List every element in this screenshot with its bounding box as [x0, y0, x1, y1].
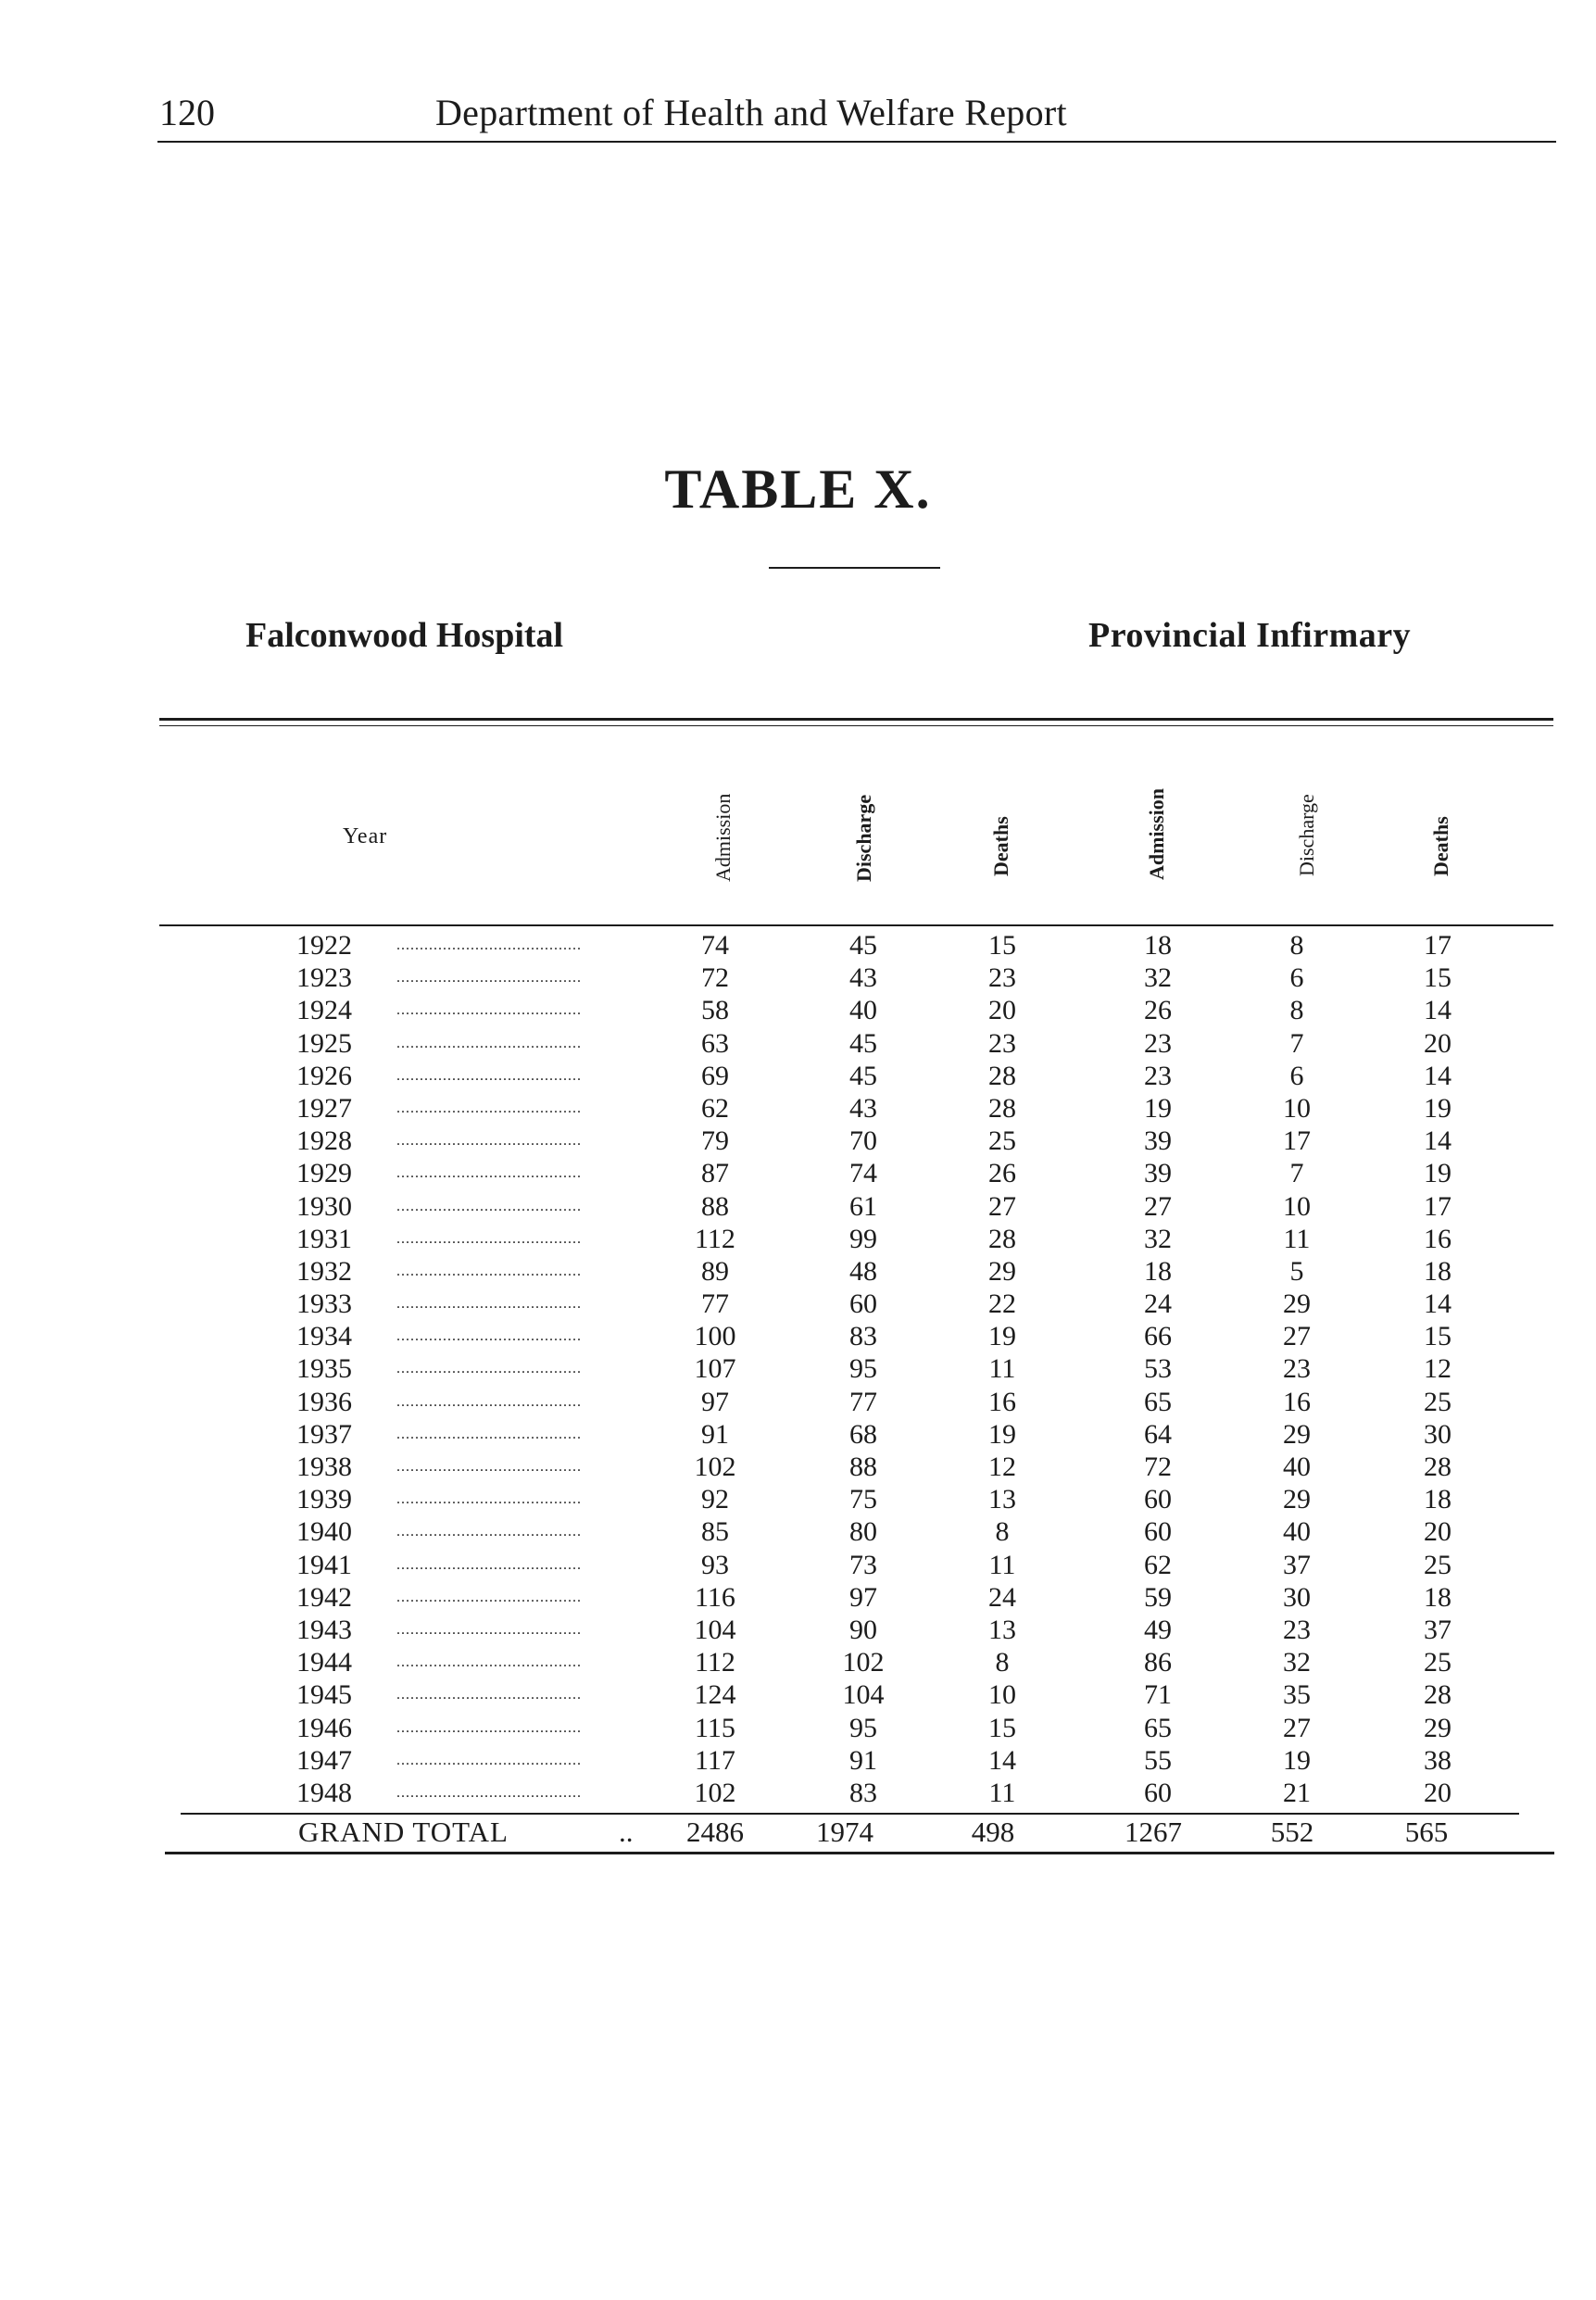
infirmary-discharge-cell: 7 [1289, 1027, 1304, 1059]
infirmary-deaths-cell: 14 [1424, 1060, 1451, 1091]
infirmary-admission-cell: 18 [1144, 930, 1172, 961]
infirmary-deaths-cell: 25 [1424, 1647, 1451, 1678]
infirmary-discharge-cell: 37 [1283, 1549, 1311, 1580]
infirmary-discharge-cell: 40 [1283, 1452, 1311, 1482]
leader-dots: ........................................ [396, 1752, 582, 1768]
hospital-discharge-cell: 95 [849, 1353, 877, 1385]
hospital-admission-cell: 85 [701, 1516, 729, 1548]
row-year: 1943 [296, 1614, 352, 1645]
infirmary-deaths-cell: 37 [1424, 1614, 1451, 1645]
hospital-discharge-cell: 83 [849, 1777, 877, 1808]
infirmary-admission-cell: 71 [1144, 1679, 1172, 1711]
infirmary-deaths-cell: 17 [1424, 930, 1451, 961]
infirmary-discharge-cell: 5 [1289, 1255, 1304, 1287]
hospital-deaths-cell: 28 [988, 1060, 1016, 1091]
grand-total-label: GRAND TOTAL [298, 1816, 509, 1848]
hospital-deaths-cell: 8 [995, 1516, 1010, 1548]
infirmary-discharge-cell: 6 [1289, 962, 1304, 994]
table-row [0, 1386, 1596, 1418]
infirmary-deaths-cell: 38 [1424, 1744, 1451, 1776]
row-year: 1922 [296, 930, 352, 961]
hospital-discharge-cell: 97 [849, 1581, 877, 1613]
leader-dots: ........................................ [396, 970, 582, 987]
row-year: 1926 [296, 1060, 352, 1091]
hospital-admission-cell: 92 [701, 1484, 729, 1515]
infirmary-admission-cell: 86 [1144, 1647, 1172, 1678]
hospital-deaths-cell: 28 [988, 1092, 1016, 1124]
infirmary-admission-cell: 39 [1144, 1125, 1172, 1157]
infirmary-admission-cell: 24 [1144, 1288, 1172, 1320]
hospital-deaths-cell: 19 [988, 1321, 1016, 1352]
hospital-deaths-cell: 11 [988, 1353, 1016, 1385]
table-row [0, 1157, 1596, 1189]
total-infirmary-discharge: 552 [1270, 1816, 1314, 1848]
table-body [0, 929, 1596, 1809]
infirmary-discharge-cell: 16 [1283, 1386, 1311, 1417]
infirmary-admission-cell: 60 [1144, 1516, 1172, 1548]
infirmary-discharge-cell: 17 [1283, 1125, 1311, 1157]
hospital-deaths-cell: 12 [988, 1452, 1016, 1482]
infirmary-admission-cell: 59 [1144, 1581, 1172, 1613]
row-year: 1933 [296, 1288, 352, 1320]
leader-dots: ........................................ [396, 1621, 582, 1638]
infirmary-admission-cell: 65 [1144, 1386, 1172, 1417]
infirmary-admission-header: Admission [1145, 787, 1168, 880]
table-row [0, 1223, 1596, 1255]
infirmary-deaths-cell: 28 [1424, 1452, 1451, 1482]
table-title: TABLE X. [664, 459, 932, 520]
hospital-deaths-cell: 16 [988, 1386, 1016, 1417]
leader-dots: ........................................ [396, 1165, 582, 1182]
infirmary-admission-cell: 53 [1144, 1353, 1172, 1385]
hospital-admission-cell: 91 [701, 1418, 729, 1450]
infirmary-deaths-cell: 17 [1424, 1190, 1451, 1222]
infirmary-deaths-cell: 20 [1424, 1516, 1451, 1548]
table-row [0, 1190, 1596, 1223]
infirmary-discharge-cell: 27 [1283, 1321, 1311, 1352]
leader-dots: ........................................ [396, 1328, 582, 1345]
row-year: 1928 [296, 1125, 352, 1157]
table-row [0, 1515, 1596, 1548]
hospital-admission-cell: 124 [694, 1679, 736, 1711]
leader-dots: ........................................ [396, 1524, 582, 1540]
infirmary-discharge-cell: 10 [1283, 1190, 1311, 1222]
hospital-discharge-cell: 104 [842, 1679, 885, 1711]
hospital-discharge-cell: 68 [849, 1418, 877, 1450]
table-row [0, 1027, 1596, 1060]
hospital-discharge-cell: 83 [849, 1321, 877, 1352]
hospital-discharge-cell: 45 [849, 1027, 877, 1059]
row-year: 1940 [296, 1516, 352, 1548]
hospital-discharge-cell: 77 [849, 1386, 877, 1417]
hospital-discharge-cell: 43 [849, 1092, 877, 1124]
hospital-deaths-cell: 23 [988, 962, 1016, 994]
infirmary-deaths-cell: 14 [1424, 995, 1451, 1026]
hospital-discharge-cell: 75 [849, 1484, 877, 1515]
infirmary-discharge-cell: 23 [1283, 1353, 1311, 1385]
row-year: 1934 [296, 1321, 352, 1352]
table-row [0, 1320, 1596, 1352]
hospital-discharge-cell: 74 [849, 1158, 877, 1189]
total-infirmary-admission: 1267 [1125, 1816, 1182, 1848]
hospital-admission-cell: 97 [701, 1386, 729, 1417]
leader-dots: ........................................ [396, 1654, 582, 1671]
infirmary-deaths-cell: 28 [1424, 1679, 1451, 1711]
leader-dots: ........................................ [396, 1556, 582, 1573]
page-number: 120 [159, 92, 215, 133]
hospital-admission-cell: 69 [701, 1060, 729, 1091]
row-year: 1929 [296, 1158, 352, 1189]
infirmary-deaths-cell: 20 [1424, 1027, 1451, 1059]
table-row [0, 1060, 1596, 1092]
infirmary-deaths-cell: 25 [1424, 1549, 1451, 1580]
infirmary-deaths-cell: 16 [1424, 1223, 1451, 1254]
table-top-rule-thin [159, 725, 1553, 726]
infirmary-discharge-cell: 29 [1283, 1288, 1311, 1320]
infirmary-deaths-cell: 25 [1424, 1386, 1451, 1417]
header-rule [157, 141, 1556, 143]
hospital-admission-cell: 74 [701, 930, 729, 961]
infirmary-discharge-cell: 30 [1283, 1581, 1311, 1613]
infirmary-discharge-cell: 29 [1283, 1484, 1311, 1515]
hospital-discharge-cell: 88 [849, 1452, 877, 1482]
infirmary-discharge-header: Discharge [1295, 794, 1318, 876]
infirmary-discharge-cell: 23 [1283, 1614, 1311, 1645]
hospital-discharge-cell: 102 [842, 1647, 885, 1678]
leader-dots: ........................................ [396, 1393, 582, 1410]
table-row [0, 1646, 1596, 1678]
row-year: 1938 [296, 1452, 352, 1482]
hospital-admission-cell: 117 [695, 1744, 735, 1776]
leader-dots: ........................................ [396, 1459, 582, 1475]
row-year: 1945 [296, 1679, 352, 1711]
hospital-admission-cell: 58 [701, 995, 729, 1026]
table-row [0, 929, 1596, 961]
row-year: 1936 [296, 1386, 352, 1417]
leader-dots: ........................................ [396, 1100, 582, 1116]
infirmary-deaths-cell: 12 [1424, 1353, 1451, 1385]
infirmary-admission-cell: 23 [1144, 1027, 1172, 1059]
hospital-admission-cell: 102 [694, 1452, 736, 1482]
hospital-deaths-cell: 14 [988, 1744, 1016, 1776]
infirmary-admission-cell: 55 [1144, 1744, 1172, 1776]
infirmary-deaths-cell: 20 [1424, 1777, 1451, 1808]
hospital-admission-cell: 79 [701, 1125, 729, 1157]
hospital-admission-cell: 112 [695, 1223, 735, 1254]
hospital-admission-cell: 107 [694, 1353, 736, 1385]
leader-dots: ........................................ [396, 1687, 582, 1703]
leader-dots: ........................................ [396, 1198, 582, 1214]
hospital-deaths-cell: 28 [988, 1223, 1016, 1254]
row-year: 1924 [296, 995, 352, 1026]
hospital-deaths-cell: 22 [988, 1288, 1016, 1320]
leader-dots: ........................................ [396, 1296, 582, 1313]
table-row [0, 1777, 1596, 1809]
leader-dots: ........................................ [396, 1719, 582, 1736]
hospital-deaths-header: Deaths [989, 816, 1012, 876]
infirmary-discharge-cell: 6 [1289, 1060, 1304, 1091]
hospital-discharge-cell: 48 [849, 1255, 877, 1287]
total-hospital-discharge: 1974 [816, 1816, 873, 1848]
infirmary-discharge-cell: 10 [1283, 1092, 1311, 1124]
infirmary-deaths-header: Deaths [1429, 816, 1452, 876]
table-row [0, 1125, 1596, 1157]
infirmary-admission-cell: 39 [1144, 1158, 1172, 1189]
infirmary-deaths-cell: 19 [1424, 1092, 1451, 1124]
table-row [0, 961, 1596, 994]
hospital-discharge-cell: 99 [849, 1223, 877, 1254]
hospital-admission-cell: 112 [695, 1647, 735, 1678]
hospital-discharge-header: Discharge [852, 794, 875, 882]
leader-dots: ........................................ [396, 1067, 582, 1084]
infirmary-deaths-cell: 19 [1424, 1158, 1451, 1189]
row-year: 1944 [296, 1647, 352, 1678]
hospital-admission-cell: 87 [701, 1158, 729, 1189]
infirmary-deaths-cell: 30 [1424, 1418, 1451, 1450]
table-row [0, 1678, 1596, 1711]
hospital-admission-cell: 93 [701, 1549, 729, 1580]
hospital-admission-cell: 102 [694, 1777, 736, 1808]
grand-total-row [0, 1814, 1596, 1851]
table-row [0, 1744, 1596, 1777]
hospital-deaths-cell: 15 [988, 1712, 1016, 1743]
hospital-discharge-cell: 91 [849, 1744, 877, 1776]
leader-dots: ........................................ [396, 1784, 582, 1801]
grand-total-dots: .. [619, 1816, 634, 1848]
infirmary-admission-cell: 27 [1144, 1190, 1172, 1222]
leader-dots: ........................................ [396, 1002, 582, 1019]
hospital-heading: Falconwood Hospital [245, 616, 564, 655]
leader-dots: ........................................ [396, 1035, 582, 1051]
infirmary-admission-cell: 66 [1144, 1321, 1172, 1352]
infirmary-admission-cell: 60 [1144, 1484, 1172, 1515]
hospital-admission-cell: 100 [694, 1321, 736, 1352]
hospital-deaths-cell: 24 [988, 1581, 1016, 1613]
hospital-deaths-cell: 20 [988, 995, 1016, 1026]
infirmary-discharge-cell: 29 [1283, 1418, 1311, 1450]
hospital-deaths-cell: 29 [988, 1255, 1016, 1287]
infirmary-discharge-cell: 8 [1289, 995, 1304, 1026]
infirmary-discharge-cell: 19 [1283, 1744, 1311, 1776]
row-year: 1930 [296, 1190, 352, 1222]
infirmary-admission-cell: 72 [1144, 1452, 1172, 1482]
hospital-deaths-cell: 8 [995, 1647, 1010, 1678]
table-row [0, 1712, 1596, 1744]
total-infirmary-deaths: 565 [1404, 1816, 1449, 1848]
hospital-discharge-cell: 40 [849, 995, 877, 1026]
hospital-admission-cell: 63 [701, 1027, 729, 1059]
infirmary-admission-cell: 18 [1144, 1255, 1172, 1287]
leader-dots: ........................................ [396, 1426, 582, 1442]
row-year: 1939 [296, 1484, 352, 1515]
infirmary-deaths-cell: 14 [1424, 1125, 1451, 1157]
hospital-admission-cell: 116 [695, 1581, 735, 1613]
hospital-deaths-cell: 27 [988, 1190, 1016, 1222]
table-row [0, 1581, 1596, 1614]
infirmary-admission-cell: 23 [1144, 1060, 1172, 1091]
hospital-deaths-cell: 11 [988, 1777, 1016, 1808]
leader-dots: ........................................ [396, 1361, 582, 1377]
total-hospital-deaths: 498 [971, 1816, 1015, 1848]
leader-dots: ........................................ [396, 1263, 582, 1279]
infirmary-admission-cell: 49 [1144, 1614, 1172, 1645]
infirmary-admission-cell: 60 [1144, 1777, 1172, 1808]
infirmary-discharge-cell: 32 [1283, 1647, 1311, 1678]
row-year: 1948 [296, 1777, 352, 1808]
row-year: 1932 [296, 1255, 352, 1287]
hospital-discharge-cell: 43 [849, 962, 877, 994]
hospital-deaths-cell: 25 [988, 1125, 1016, 1157]
hospital-deaths-cell: 26 [988, 1158, 1016, 1189]
hospital-discharge-cell: 70 [849, 1125, 877, 1157]
row-year: 1935 [296, 1353, 352, 1385]
hospital-discharge-cell: 45 [849, 1060, 877, 1091]
table-row [0, 1614, 1596, 1646]
leader-dots: ........................................ [396, 937, 582, 953]
hospital-deaths-cell: 13 [988, 1484, 1016, 1515]
infirmary-deaths-cell: 18 [1424, 1484, 1451, 1515]
infirmary-deaths-cell: 18 [1424, 1581, 1451, 1613]
infirmary-admission-cell: 32 [1144, 962, 1172, 994]
infirmary-deaths-cell: 18 [1424, 1255, 1451, 1287]
hospital-deaths-cell: 19 [988, 1418, 1016, 1450]
infirmary-admission-cell: 62 [1144, 1549, 1172, 1580]
title-underline [769, 567, 940, 569]
table-top-rule [159, 718, 1553, 721]
row-year: 1941 [296, 1549, 352, 1580]
infirmary-discharge-cell: 40 [1283, 1516, 1311, 1548]
infirmary-admission-cell: 26 [1144, 995, 1172, 1026]
hospital-deaths-cell: 23 [988, 1027, 1016, 1059]
hospital-discharge-cell: 95 [849, 1712, 877, 1743]
table-bottom-rule [165, 1852, 1554, 1854]
hospital-discharge-cell: 61 [849, 1190, 877, 1222]
hospital-admission-cell: 115 [695, 1712, 735, 1743]
header-bottom-rule [159, 924, 1553, 926]
row-year: 1923 [296, 962, 352, 994]
infirmary-deaths-cell: 29 [1424, 1712, 1451, 1743]
hospital-admission-cell: 72 [701, 962, 729, 994]
hospital-deaths-cell: 15 [988, 930, 1016, 961]
hospital-discharge-cell: 45 [849, 930, 877, 961]
infirmary-deaths-cell: 15 [1424, 1321, 1451, 1352]
infirmary-deaths-cell: 14 [1424, 1288, 1451, 1320]
row-year: 1927 [296, 1092, 352, 1124]
infirmary-admission-cell: 19 [1144, 1092, 1172, 1124]
infirmary-admission-cell: 65 [1144, 1712, 1172, 1743]
table-row [0, 1483, 1596, 1515]
leader-dots: ........................................ [396, 1133, 582, 1150]
hospital-admission-cell: 104 [694, 1614, 736, 1645]
table-row [0, 1352, 1596, 1385]
table-row [0, 994, 1596, 1026]
hospital-admission-cell: 62 [701, 1092, 729, 1124]
hospital-admission-cell: 89 [701, 1255, 729, 1287]
table-row [0, 1092, 1596, 1125]
infirmary-discharge-cell: 7 [1289, 1158, 1304, 1189]
row-year: 1931 [296, 1223, 352, 1254]
table-row [0, 1451, 1596, 1483]
row-year: 1946 [296, 1712, 352, 1743]
infirmary-discharge-cell: 35 [1283, 1679, 1311, 1711]
infirmary-discharge-cell: 21 [1283, 1777, 1311, 1808]
hospital-discharge-cell: 90 [849, 1614, 877, 1645]
row-year: 1925 [296, 1027, 352, 1059]
leader-dots: ........................................ [396, 1589, 582, 1605]
hospital-deaths-cell: 11 [988, 1549, 1016, 1580]
table-row [0, 1549, 1596, 1581]
hospital-discharge-cell: 80 [849, 1516, 877, 1548]
row-year: 1937 [296, 1418, 352, 1450]
hospital-admission-header: Admission [711, 793, 735, 882]
infirmary-discharge-cell: 8 [1289, 930, 1304, 961]
hospital-discharge-cell: 73 [849, 1549, 877, 1580]
infirmary-deaths-cell: 15 [1424, 962, 1451, 994]
infirmary-admission-cell: 64 [1144, 1418, 1172, 1450]
hospital-admission-cell: 88 [701, 1190, 729, 1222]
hospital-admission-cell: 77 [701, 1288, 729, 1320]
row-year: 1947 [296, 1744, 352, 1776]
infirmary-discharge-cell: 27 [1283, 1712, 1311, 1743]
infirmary-admission-cell: 32 [1144, 1223, 1172, 1254]
table-row [0, 1418, 1596, 1451]
infirmary-heading: Provincial Infirmary [1088, 616, 1412, 655]
total-hospital-admission: 2486 [686, 1816, 744, 1848]
table-row [0, 1288, 1596, 1320]
hospital-discharge-cell: 60 [849, 1288, 877, 1320]
hospital-deaths-cell: 10 [988, 1679, 1016, 1711]
running-title: Department of Health and Welfare Report [435, 92, 1067, 133]
row-year: 1942 [296, 1581, 352, 1613]
infirmary-discharge-cell: 11 [1283, 1223, 1311, 1254]
year-header: Year [343, 824, 388, 848]
hospital-deaths-cell: 13 [988, 1614, 1016, 1645]
table-row [0, 1255, 1596, 1288]
leader-dots: ........................................ [396, 1230, 582, 1247]
leader-dots: ........................................ [396, 1491, 582, 1508]
